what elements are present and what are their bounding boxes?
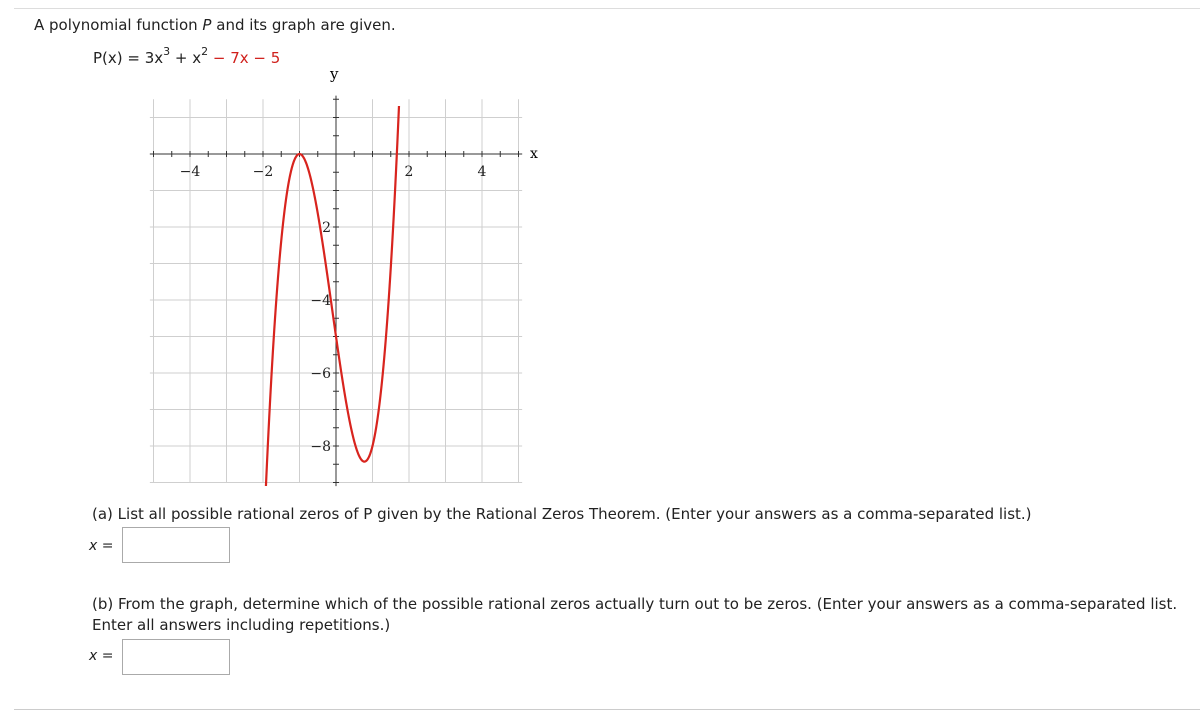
func-exp-1: 3 xyxy=(163,45,171,58)
func-term-1: 3x xyxy=(144,49,164,67)
x-axis-label: x xyxy=(529,146,538,162)
answer-a-input[interactable] xyxy=(122,527,230,563)
y-tick-label: −8 xyxy=(310,439,331,455)
intro-var: P xyxy=(202,16,212,34)
x-tick-label: −2 xyxy=(252,164,274,180)
polynomial-graph xyxy=(145,65,545,495)
x-tick-label: 2 xyxy=(404,164,414,180)
answer-a-label: x = xyxy=(89,538,114,554)
intro-text: A polynomial function xyxy=(34,16,198,34)
y-axis-label: y xyxy=(330,65,339,84)
x-tick-label: 4 xyxy=(477,164,487,180)
func-exp-2: 2 xyxy=(201,45,209,58)
polynomial-expression xyxy=(93,47,280,67)
question-b-text: (b) From the graph, determine which of the possible rational zeros actually turn out to be zeros. (Enter your answers as a comma-separated list. Enter all answers including repetitions.) xyxy=(92,595,1178,634)
y-tick-label: 2 xyxy=(322,220,331,236)
func-lhs: P(x) = xyxy=(93,49,145,67)
func-term-3: − 7x − 5 xyxy=(208,49,281,67)
x-tick-label: −4 xyxy=(179,164,201,180)
axes xyxy=(150,96,522,487)
y-tick-label: −6 xyxy=(310,366,331,382)
problem-intro xyxy=(34,16,396,34)
y-tick-label: −4 xyxy=(310,293,331,309)
answer-b-input[interactable] xyxy=(122,639,230,675)
question-a-text: (a) List all possible rational zeros of P given by the Rational Zeros Theorem. (Enter your answers as a comma-separated list.) xyxy=(92,505,1032,523)
func-term-2: + x xyxy=(170,49,202,67)
answer-b-label: x = xyxy=(89,648,114,664)
intro-text-end: and its graph are given. xyxy=(216,16,396,34)
